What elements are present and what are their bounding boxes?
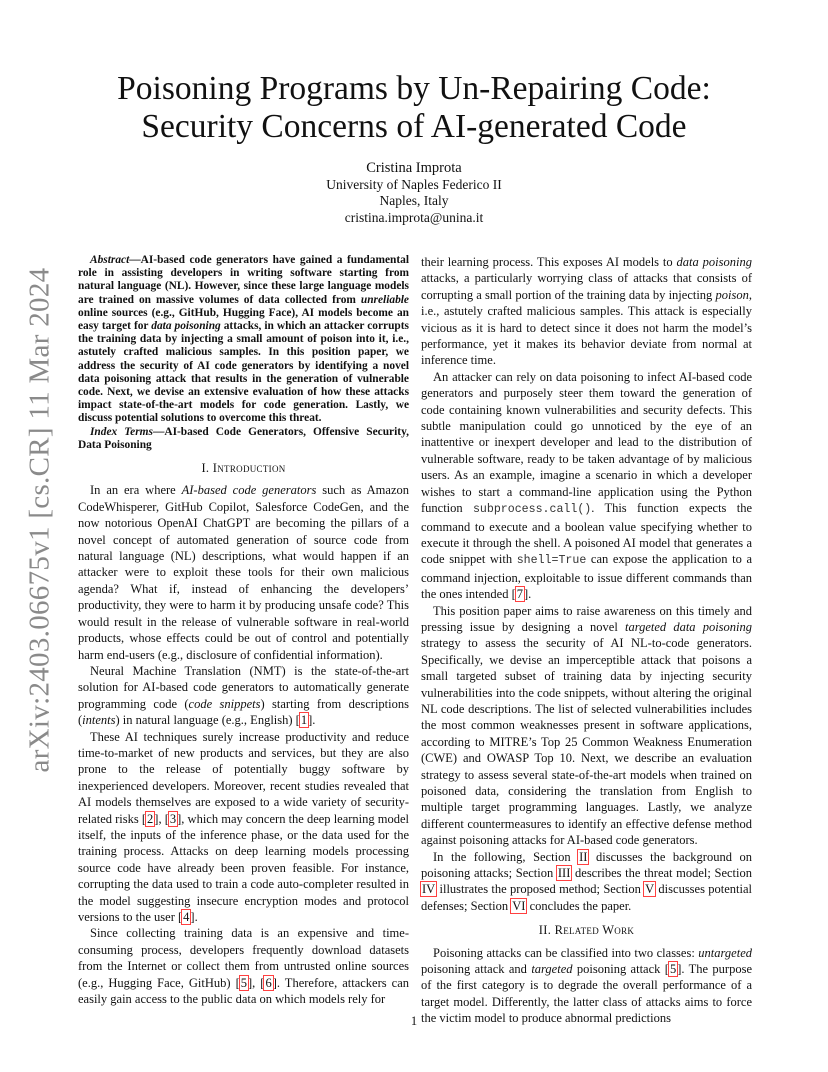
abstract-label: Abstract <box>90 254 130 266</box>
citation-link[interactable]: 6 <box>265 975 272 990</box>
right-paragraph-1: their learning process. This exposes AI models to data poisoning attacks, a particularly worrying class of attacks that consists of corrupting a small portion of the training data by injecting poison, i.e., astutely crafted malicious samples. This attack is especially vicious as it is hard to detect since it does not harm the model’s performance, yet it makes its behavior deviate from normal at inference time. <box>421 255 752 368</box>
related-work-paragraph-1: Poisoning attacks can be classified into two classes: untargeted poisoning attack and targeted poisoning attack [5]. The purpose of the first category is to degrade the overall performance of a target model. Differently, the latter class of attacks aims to force the victim model to produce abnormal predictions <box>421 945 752 1026</box>
intro-paragraph-1: In an era where AI-based code generators such as Amazon CodeWhisperer, GitHub Copilot, Salesforce CodeGen, and the now notorious OpenAI ChatGPT are becoming the pillars of a novel concept of automated generation of source code from natural language (NL) descriptions, what would happen if an attacker were to exploit these tools for their own malicious agenda? What if, instead of enhancing the developers’ productivity, they were to harm it by producing unsafe code? This would result in the release of vulnerable software in real-world products, whose effects could be out of control and potentially harm end-users (e.g., disclosure of confidential information). <box>78 483 409 662</box>
left-column <box>78 254 409 1007</box>
arxiv-identifier: arXiv:2403.06675v1 [cs.CR] 11 Mar 2024 <box>23 267 56 773</box>
intro-paragraph-4: Since collecting training data is an expensive and time-consuming process, developers frequently download datasets from the Internet or collect them from untrusted online sources (e.g., Hugging Face, GitHub) [5], [6]. Therefore, attackers can easily gain access to the public data on which models rely for <box>78 926 410 1007</box>
index-terms-label: Index Terms <box>90 425 153 438</box>
citation-link[interactable]: 4 <box>183 910 190 925</box>
section-heading-related-work: II. Related Work <box>538 923 635 938</box>
right-paragraph-4: In the following, Section II discusses the background on poisoning attacks; Section III describes the threat model; Section IV illustrates the proposed method; Section V discusses potential defenses; Section VI concludes the paper. <box>421 849 752 913</box>
citation-link[interactable]: 1 <box>300 713 308 728</box>
intro-paragraph-3: These AI techniques surely increase productivity and reduce time-to-market of new products and services, but they are also prone to the release of potentially buggy software by inexperienced developers. Moreover, recent studies revealed that AI models themselves are exposed to a wide variety of security-related risks [2], [3], which may concern the deep learning model itself, the inputs of the inference phase, or the data used for the training process. Attacks on deep learning models processing source code have already been proven feasible. For instance, corrupting the data used to train a code auto-completer resulted in the model suggesting insecure encryption modes and protocol versions to the user [4]. <box>78 729 410 925</box>
section-link[interactable]: IV <box>422 882 436 897</box>
arxiv-sidebar <box>20 267 60 773</box>
author-block <box>214 160 614 226</box>
citation-link[interactable]: 3 <box>169 811 177 826</box>
citation-link[interactable]: 2 <box>147 811 154 826</box>
intro-paragraph-2: Neural Machine Translation (NMT) is the state-of-the-art solution for AI-based code generators to automatically generate programming code (code snippets) starting from descriptions (intents) in natural language (e.g., English) [1]. <box>78 663 409 728</box>
title-line-1: Poisoning Programs by Un-Repairing Code: <box>117 70 711 107</box>
section-heading-introduction: I. Introduction <box>201 461 286 476</box>
citation-link[interactable]: 7 <box>516 587 524 602</box>
author-name: Cristina Improta <box>366 160 462 176</box>
section-link[interactable]: II <box>579 849 588 864</box>
section-link[interactable]: V <box>645 882 655 897</box>
inline-code: subprocess.call() <box>472 503 592 517</box>
citation-link[interactable]: 5 <box>240 975 247 990</box>
section-link[interactable]: III <box>557 866 571 881</box>
paper-title <box>60 70 768 146</box>
author-affiliation: University of Naples Federico II <box>326 176 502 192</box>
inline-code: shell=True <box>516 554 587 568</box>
citation-link[interactable]: 5 <box>669 962 677 977</box>
author-email: cristina.improta@unina.it <box>344 209 484 225</box>
right-paragraph-3: This position paper aims to raise awareness on this timely and pressing issue by designing a novel targeted data poisoning strategy to assess the security of AI NL-to-code generators. Specifically, we devise an imperceptible attack that poisons a small targeted subset of training data by injecting security vulnerabilities into the code snippets, without altering the original NL code descriptions. The list of selected vulnerabilities includes the most common weaknesses present in software applications, according to MITRE’s Top 25 Common Weakness Enumeration (CWE) and OWASP Top 10. Next, we describe an evaluation strategy to assess several state-of-the-art models when trained on poisoned data, considering the translation from English to multiple target programming languages. Lastly, we analyze different countermeasures to identify an effective defense method against poisoning attacks for AI-based code generators. <box>421 603 753 848</box>
right-paragraph-2: An attacker can rely on data poisoning to infect AI-based code generators and purposely steer them toward the generation of code containing known vulnerabilities and security defects. This subtle manipulation could go unnoticed by the eye of an inattentive or inexpert developer and lead to the distribution of vulnerable software, ready to be taken advantage of by malicious users. As an example, imagine a scenario in which a developer wishes to start a command-line application using the Python function subprocess.call(). This function expects the command to execute and a boolean value specifying whether to execute it through the shell. A poisoned AI model that generates a code snippet with shell=True can expose the application to a command injection, exploitable to issue different commands than the ones intended [7]. <box>421 369 752 602</box>
right-column <box>421 254 752 1027</box>
abstract: Abstract—AI-based code generators have gained a fundamental role in assisting developers in writing software starting from natural language (NL). However, since these large language models are trained on massive volumes of data collected from unreliable online sources (e.g., GitHub, Hugging Face), AI models become an easy target for data poisoning attacks, in which an attacker corrupts the training data by injecting a small amount of poison into it, i.e., astutely crafted malicious samples. In this position paper, we address the security of AI code generators by identifying a novel data poisoning attack that results in the generation of vulnerable code. Next, we devise an extensive evaluation of how these attacks impact state-of-the-art models for code generation. Lastly, we discuss potential solutions to overcome this threat. <box>78 254 409 425</box>
author-location: Naples, Italy <box>379 193 449 208</box>
index-terms: Index Terms—AI-based Code Generators, Offensive Security, Data Poisoning <box>78 425 409 451</box>
title-line-2: Security Concerns of AI-generated Code <box>141 108 687 145</box>
page-number: 1 <box>410 1014 418 1028</box>
section-link[interactable]: VI <box>512 898 526 913</box>
